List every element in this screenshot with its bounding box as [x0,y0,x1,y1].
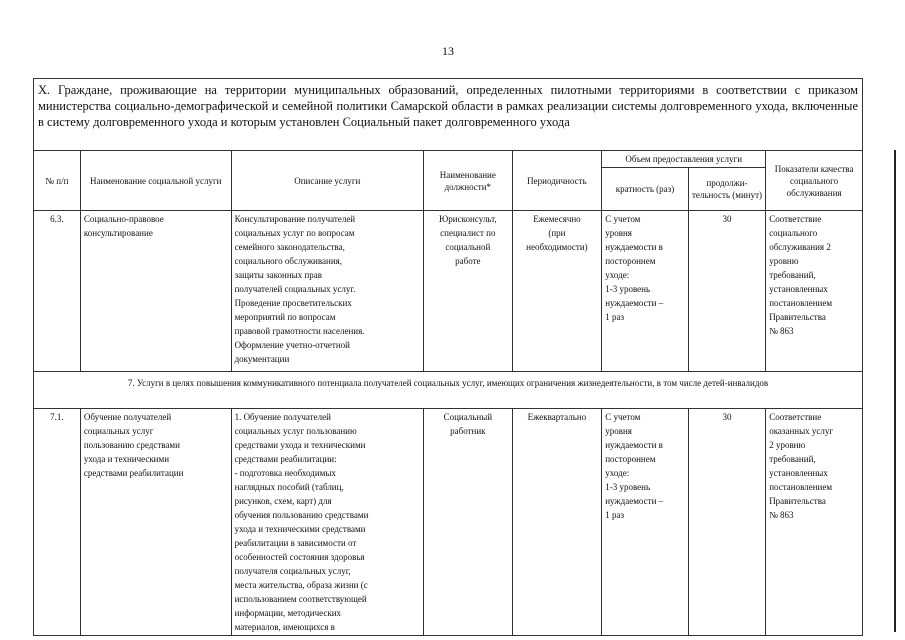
header-periodicity: Периодичность [512,151,602,211]
header-service-name: Наименование социальной услуги [80,151,231,211]
row-periodicity: Ежеквартально [512,409,602,636]
page-number: 13 [442,44,454,58]
table-row [34,211,863,372]
margin-line [894,150,896,632]
header-duration: продолжи-тельность (минут) [688,168,765,211]
section-row [34,372,863,409]
row-duration: 30 [688,211,765,372]
row-description: Консультирование получателей социальных услуг по вопросам семейного законодательства, социального обслуживания, защиты законных прав получателей социальных услуг. Проведение просветительских мероприятий по вопросам правовой грамотности населения. Оформление учетно-отчетной документации [231,211,423,372]
row-multiplicity: С учетом уровня нуждаемости в постороннем уходе: 1-3 уровень нуждаемости – 1 раз [602,211,689,372]
row-description: 1. Обучение получателей социальных услуг пользованию средствами ухода и техническими средствами реабилитации: - подготовка необходимых наглядных пособий (таблиц, рисунков, схем, карт) для обучения пользованию средствами ухода и техническими средствами реабилитации в зависимости от особенностей состояния здоровья получателя социальных услуг, места жительства, образа жизни (с использованием соответствующей информации, методических материалов, имеющихся в [231,409,423,636]
header-description: Описание услуги [231,151,423,211]
section7-title: 7. Услуги в целях повышения коммуникативного потенциала получателей социальных услуг, имеющих ограничения жизнедеятельности, в том числе детей-инвалидов [34,372,863,409]
section-title: X. Граждане, проживающие на территории муниципальных образований, определенных пилотными территориями в соответствии с приказом министерства социально-демографической и семейной политики Самарской области в рамках реализации системы долговременного ухода, включенные в систему долговременного ухода и которым установлен Социальный пакет долговременного ухода [34,79,863,151]
row-quality: Соответствие оказанных услуг 2 уровню требований, установленных постановлением Правительства № 863 [766,409,863,636]
row-num: 7.1. [34,409,81,636]
header-multiplicity: кратность (раз) [602,168,689,211]
header-quality: Показатели качества социального обслуживания [766,151,863,211]
row-position: Юрисконсульт, специалист по социальной работе [424,211,513,372]
header-volume-group: Объем предоставления услуги [602,151,766,168]
row-service-name: Социально-правовое консультирование [80,211,231,372]
section-title-row [34,79,863,151]
row-duration: 30 [688,409,765,636]
services-table [33,78,863,636]
header-num: № п/п [34,151,81,211]
table-row [34,409,863,636]
row-service-name: Обучение получателей социальных услуг пользованию средствами ухода и техническими средствами реабилитации [80,409,231,636]
header-position: Наименование должности* [424,151,513,211]
row-num: 6.3. [34,211,81,372]
row-multiplicity: С учетом уровня нуждаемости в постороннем уходе: 1-3 уровень нуждаемости – 1 раз [602,409,689,636]
header-row-1 [34,151,863,168]
row-position: Социальный работник [424,409,513,636]
row-quality: Соответствие социального обслуживания 2 уровню требований, установленных постановлением Правительства № 863 [766,211,863,372]
row-periodicity: Ежемесячно (при необходимости) [512,211,602,372]
